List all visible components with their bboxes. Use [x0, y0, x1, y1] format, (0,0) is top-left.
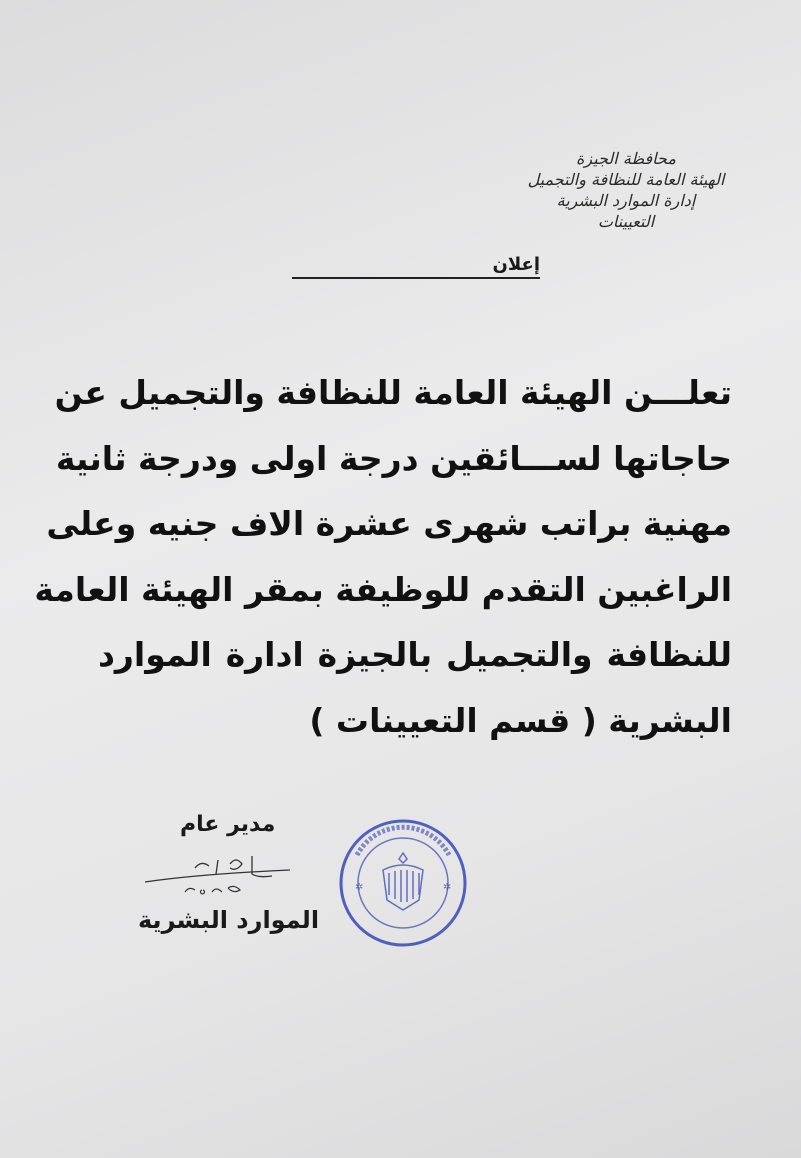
signatory-title: مدير عام: [180, 812, 276, 837]
body-line: مهنية براتب شهرى عشرة الاف جنيه وعلى: [46, 504, 732, 543]
eagle-emblem-icon: [383, 853, 423, 910]
svg-text:✲: ✲: [355, 882, 364, 893]
document-title: إعلان: [292, 254, 540, 279]
official-seal-stamp: [335, 815, 475, 955]
announcement-body: [34, 360, 732, 753]
body-line: الراغبين التقدم للوظيفة بمقر الهيئة العامة: [34, 569, 732, 609]
header-department: إدارة الموارد البشرية: [556, 191, 696, 210]
header-authority: الهيئة العامة للنظافة والتجميل: [527, 170, 725, 189]
signatory-department: الموارد البشرية: [138, 906, 320, 934]
issuer-header: [506, 148, 746, 232]
header-governorate: محافظة الجيزة: [576, 149, 676, 168]
handwritten-signature: [140, 850, 300, 900]
svg-text:✲: ✲: [443, 882, 452, 893]
body-line: للنظافة والتجميل بالجيزة ادارة الموارد: [98, 635, 732, 674]
body-line: حاجاتها لســـائقين درجة اولى ودرجة ثانية: [55, 438, 732, 478]
body-line: البشرية ( قسم التعيينات ): [309, 700, 732, 740]
header-section: التعيينات: [597, 212, 655, 231]
body-line: تعلـــن الهيئة العامة للنظافة والتجميل عن: [54, 373, 732, 412]
